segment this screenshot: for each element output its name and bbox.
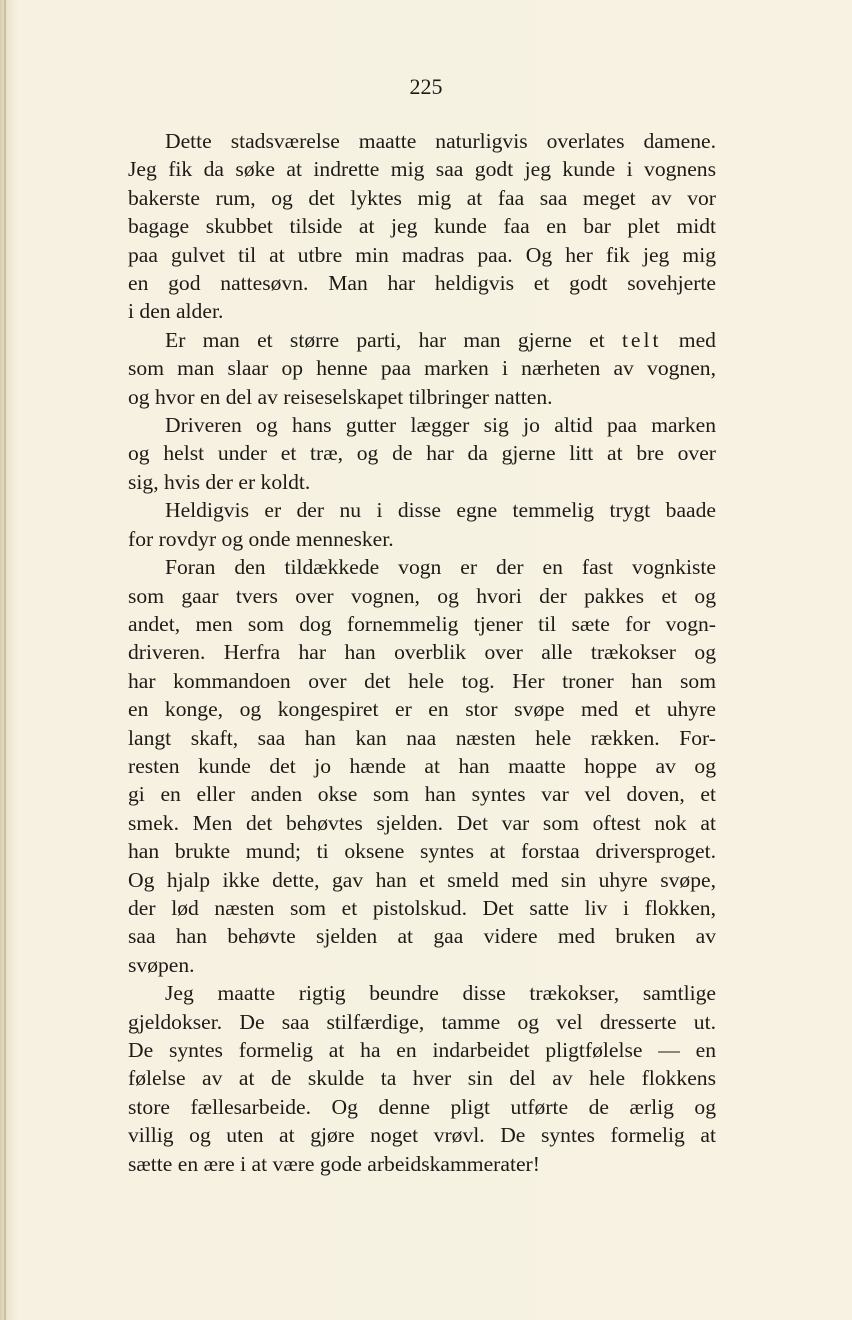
text-line-with-spaced-word	[91, 326, 716, 354]
text-line: bagage skubbet tilside at jeg kunde faa en bar plet midt	[128, 214, 716, 239]
text-segment: med	[678, 327, 716, 352]
body-text	[91, 127, 716, 1178]
text-line: saa han behøvte sjelden at gaa videre med bruken av	[128, 924, 716, 949]
text-line: han brukte mund; ti oksene syntes at forstaa driversproget.	[128, 839, 716, 864]
text-line: har kommandoen over det hele tog. Her troner han som	[128, 668, 716, 693]
text-line: Driveren og hans gutter lægger sig jo altid paa marken	[165, 413, 716, 438]
text-line: driveren. Herfra har han overblik over alle trækokser og	[128, 640, 716, 665]
paragraph-6	[91, 979, 716, 1178]
paragraph-2	[91, 326, 716, 411]
text-line: bakerste rum, og det lyktes mig at faa saa meget av vor	[128, 185, 716, 210]
text-line: paa gulvet til at utbre min madras paa. Og her fik jeg mig	[128, 242, 716, 267]
text-line: Dette stadsværelse maatte naturligvis overlates damene.	[165, 129, 716, 153]
paragraph-3	[91, 411, 716, 496]
text-line: følelse av at de skulde ta hver sin del av hele flokkens	[128, 1066, 716, 1091]
text-line: og hvor en del av reiseselskapet tilbringer natten.	[128, 384, 553, 409]
text-line: Jeg maatte rigtig beundre disse trækokser, samtlige	[165, 981, 716, 1006]
text-line: andet, men som dog fornemmelig tjener til sæte for vogn-	[128, 611, 716, 636]
text-line: Jeg fik da søke at indrette mig saa godt jeg kunde i vognens	[128, 157, 716, 182]
page-number: 225	[409, 74, 443, 99]
text-line: smek. Men det behøvtes sjelden. Det var som oftest nok at	[128, 810, 716, 835]
text-segment: Er man et større parti, har man gjerne et	[165, 327, 605, 352]
text-line: og helst under et træ, og de har da gjerne litt at bre over	[128, 441, 716, 466]
paragraph-4	[91, 496, 716, 553]
text-line: langt skaft, saa han kan naa næsten hele rækken. For-	[128, 725, 716, 750]
page-binding-edge	[4, 0, 6, 1320]
text-line: gi en eller anden okse som han syntes var vel doven, et	[128, 782, 716, 807]
text-line: som man slaar op henne paa marken i nærheten av vognen,	[128, 356, 716, 381]
text-line: Foran den tildækkede vogn er der en fast vognkiste	[165, 555, 716, 580]
text-line: Og hjalp ikke dette, gav han et smeld med sin uhyre svøpe,	[128, 867, 716, 892]
paragraph-1	[91, 127, 716, 326]
text-line: De syntes formelig at ha en indarbeidet pligtfølelse — en	[128, 1038, 716, 1062]
text-line: i den alder.	[128, 299, 224, 324]
text-line: Heldigvis er der nu i disse egne temmelig trygt baade	[165, 498, 716, 523]
text-line: gjeldokser. De saa stilfærdige, tamme og vel dresserte ut.	[128, 1009, 716, 1034]
text-line: sætte en ære i at være gode arbeidskammerater!	[128, 1151, 540, 1176]
text-line: sig, hvis der er koldt.	[128, 469, 311, 494]
text-line: en konge, og kongespiret er en stor svøpe med et uhyre	[128, 697, 716, 722]
text-line: villig og uten at gjøre noget vrøvl. De syntes formelig at	[128, 1123, 716, 1148]
text-line: som gaar tvers over vognen, og hvori der pakkes et og	[128, 583, 716, 608]
spaced-emphasis-word: telt	[621, 327, 662, 352]
text-line: der lød næsten som et pistolskud. Det satte liv i flokken,	[128, 895, 716, 920]
text-line: store fællesarbeide. Og denne pligt utførte de ærlig og	[128, 1094, 716, 1119]
text-line: for rovdyr og onde mennesker.	[128, 526, 394, 551]
text-line: svøpen.	[128, 952, 195, 977]
text-line: resten kunde det jo hænde at han maatte hoppe av og	[128, 753, 716, 778]
text-line: en god nattesøvn. Man har heldigvis et godt sovehjerte	[128, 271, 716, 296]
paragraph-5	[91, 553, 716, 979]
